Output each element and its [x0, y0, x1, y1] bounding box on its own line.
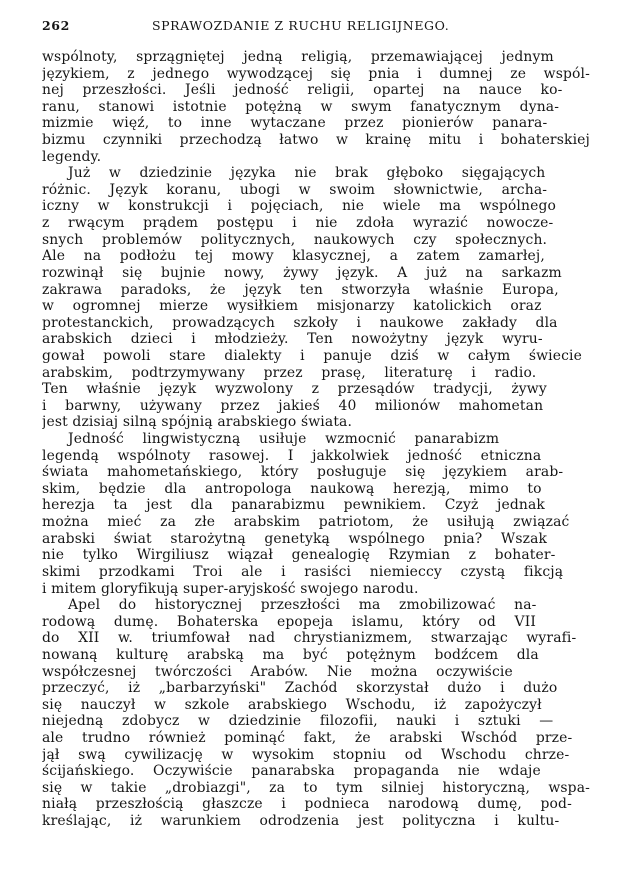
text-line: herezja ta jest dla panarabizmu pewnikiem. Czyż jednak: [42, 497, 545, 514]
text-line: różnic. Język koranu, ubogi w swoim słownictwie, archa-: [42, 181, 548, 198]
text-line: ranu, stanowi istotnie potężną w swym fanatycznym dyna-: [42, 98, 560, 115]
text-line: legendą wspólnoty rasowej. I jakkolwiek jedność etniczna: [42, 447, 542, 464]
text-line: snych problemów politycznych, naukowych czy społecznych.: [42, 231, 548, 248]
text-line: skimi przodkami Troi ale i rasiści niemieccy czystą fikcją: [42, 563, 564, 580]
text-line: Ale na podłożu tej mowy klasycznej, a zatem zamarłej,: [42, 248, 545, 265]
text-line: niejedną zdobycz w dziedzinie filozofii, nauki i sztuki —: [42, 713, 554, 730]
text-line: arabskich dzieci i młodzieży. Ten nowożytny język wyru-: [42, 331, 543, 348]
text-line: Już w dziedzinie języka nie brak głęboko sięgających: [68, 165, 546, 182]
page-number: 262: [42, 18, 70, 33]
text-line: i barwny, używany przez jakieś 40 milionów mahometan: [42, 397, 544, 414]
text-line: arabski świat starożytną genetyką wspólnego pnia? Wszak: [42, 530, 548, 547]
text-line: nowaną kulturę arabską ma być potężnym bodźcem dla: [42, 646, 539, 663]
text-line: można mieć za złe arabskim patriotom, że usiłują związać: [42, 514, 570, 531]
text-line: rozwinął się bujnie nowy, żywy język. A już na sarkazm: [42, 264, 562, 281]
text-line: świata mahometańskiego, który posługuje się językiem arab-: [42, 464, 564, 481]
text-line: jest dzisiaj silną spójnią arabskiego świata.: [42, 414, 353, 431]
text-line: się w takie „drobiazgi", za to tym silniej historyczną, wspa-: [42, 779, 590, 796]
text-line: i mitem gloryfikują super-aryjskość swojego narodu.: [42, 580, 419, 597]
text-line: nej przeszłości. Jeśli jedność religii, opartej na nauce ko-: [42, 82, 563, 99]
text-line: kreślając, iż warunkiem odrodzenia jest polityczna i kultu-: [42, 813, 560, 830]
text-line: Jedność lingwistyczną usiłuje wzmocnić panarabizm: [68, 431, 500, 448]
text-line: skim, będzie dla antropologa naukową herezją, mimo to: [42, 480, 542, 497]
text-line: się nauczył w szkole arabskiego Wschodu, iż zapożyczył: [42, 696, 542, 713]
text-line: ale trudno również pominąć fakt, że arabski Wschód prze-: [42, 729, 573, 746]
body-text: [42, 49, 590, 830]
text-line: Ten właśnie język wyzwolony z przesądów tradycji, żywy: [42, 381, 547, 398]
text-line: zakrawa paradoks, że język ten stworzyła właśnie Europa,: [42, 281, 559, 298]
text-line: gował powoli stare dialekty i panuje dziś w całym świecie: [42, 347, 583, 364]
text-line: do XII w. triumfował nad chrystianizmem, stwarzając wyrafi-: [42, 630, 577, 647]
text-line: nie tylko Wirgiliusz wiązał genealogię Rzymian z bohater-: [42, 547, 556, 564]
text-line: bizmu czynniki przechodzą łatwo w krainę mitu i bohaterskiej: [42, 132, 590, 149]
text-line: jął swą cywilizację w wysokim stopniu od Wschodu chrze-: [42, 746, 570, 763]
text-line: współczesnej twórczości Arabów. Nie można oczywiście: [42, 663, 513, 680]
text-line: protestanckich, prowadzących szkoły i naukowe zakłady dla: [42, 314, 558, 331]
text-line: rodową dumę. Bohaterska epopeja islamu, który od VII: [42, 613, 536, 630]
text-line: przeczyć, iż „barbarzyński" Zachód skorzystał dużo i dużo: [42, 680, 558, 697]
text-line: ścijańskiego. Oczywiście panarabska propaganda nie wdaje: [42, 763, 541, 780]
text-line: w ogromnej mierze wysiłkiem misjonarzy katolickich oraz: [42, 298, 542, 315]
text-line: legendy.: [42, 148, 102, 165]
text-line: iczny w konstrukcji i pojęciach, nie wiele ma wspólnego: [42, 198, 557, 215]
text-line: wspólnoty, sprzągniętej jedną religią, przemawiającej jednym: [42, 49, 554, 65]
text-line: arabskim, podtrzymywany przez prasę, literaturę i radio.: [42, 364, 537, 381]
text-line: mizmie więź, to inne wytaczane przez pionierów panara-: [42, 115, 548, 132]
text-line: Apel do historycznej przeszłości ma zmobilizować na-: [68, 597, 537, 614]
running-head: [42, 18, 578, 34]
text-line: z rwącym prądem postępu i nie zdoła wyrazić nowocze-: [42, 215, 554, 232]
text-line: niałą przeszłością głaszcze i podnieca narodową dumę, pod-: [42, 796, 572, 813]
text-line: językiem, z jednego wywodzącej się pnia i dumnej ze wspól-: [42, 65, 590, 82]
running-title: SPRAWOZDANIE Z RUCHU RELIGIJNEGO.: [152, 18, 450, 33]
